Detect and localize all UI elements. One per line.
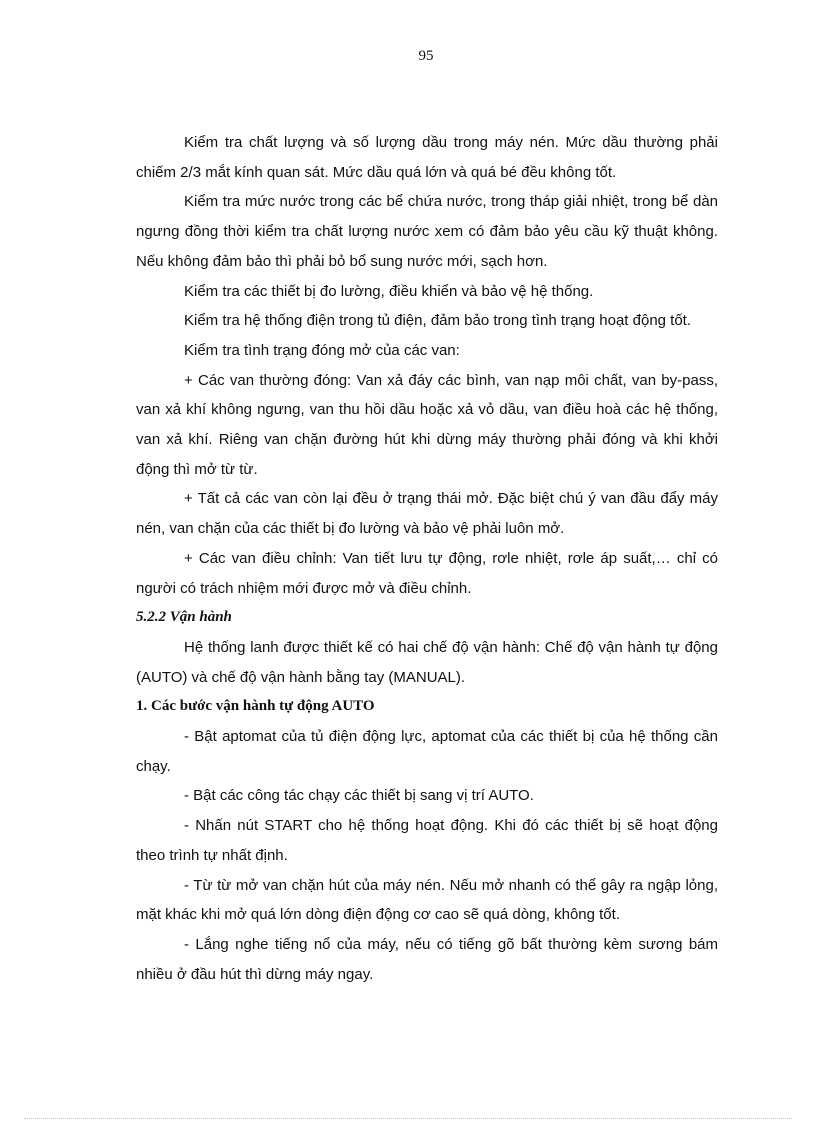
paragraph-regulating-valves: + Các van điều chỉnh: Van tiết lưu tự động, rơle nhiệt, rơle áp suất,… chỉ có người có trách nhiệm mới được mở và điều chỉnh.	[136, 549, 718, 597]
step-turn-on-breakers: - Bật aptomat của tủ điện động lực, aptomat của các thiết bị của hệ thống cần chạy.	[136, 728, 718, 775]
step-listen-machine: - Lắng nghe tiếng nổ của máy, nếu có tiếng gõ bất thường kèm sương bám nhiều ở đầu hút thì dừng máy ngay.	[136, 935, 718, 983]
paragraph-normally-closed-valves: + Các van thường đóng: Van xả đáy các bình, van nạp môi chất, van by-pass, van xả khí không ngưng, van thu hồi dầu hoặc xả vỏ dầu, van điều hoà các hệ thống, van xả khí. Riêng van chặn đường hút khi dừng máy thường phải đóng và khi khởi động thì mở từ từ.	[136, 371, 718, 478]
paragraph-check-water: Kiểm tra mức nước trong các bể chứa nước, trong tháp giải nhiệt, trong bể dàn ngưng đồng thời kiểm tra chất lượng nước xem có đảm bảo yêu cầu kỹ thuật không. Nếu không đảm bảo thì phải bỏ bổ sung nước mới, sạch hơn.	[136, 193, 718, 270]
paragraph-check-electrical: Kiểm tra hệ thống điện trong tủ điện, đảm bảo trong tình trạng hoạt động tốt.	[184, 312, 692, 330]
paragraph-open-valves: + Tất cả các van còn lại đều ở trạng thái mở. Đặc biệt chú ý van đầu đẩy máy nén, van chặn của các thiết bị đo lường và bảo vệ phải luôn mở.	[136, 490, 718, 538]
step-press-start: - Nhấn nút START cho hệ thống hoạt động. Khi đó các thiết bị sẽ hoạt động theo trình tự nhất định.	[136, 817, 718, 864]
step-open-suction-valve: - Từ từ mở van chặn hút của máy nén. Nếu mở nhanh có thể gây ra ngập lỏng, mặt khác khi mở quá lớn dòng điện động cơ cao sẽ quá dòng, không tốt.	[136, 876, 718, 924]
subsection-heading-auto: 1. Các bước vận hành tự động AUTO	[136, 698, 375, 715]
page-number: 95	[418, 48, 434, 64]
paragraph-check-oil: Kiểm tra chất lượng và số lượng dầu trong máy nén. Mức dầu thường phải chiếm 2/3 mắt kính quan sát. Mức dầu quá lớn và quá bé đều không tốt.	[136, 134, 718, 181]
paragraph-check-valves: Kiểm tra tình trạng đóng mở của các van:	[184, 341, 460, 359]
page-bottom-rule	[24, 1118, 792, 1119]
document-body	[136, 128, 718, 989]
paragraph-check-instruments: Kiểm tra các thiết bị đo lường, điều khiển và bảo vệ hệ thống.	[184, 282, 594, 300]
step-switch-auto: - Bật các công tác chạy các thiết bị sang vị trí AUTO.	[184, 787, 534, 805]
paragraph-operation-modes: Hệ thống lanh được thiết kế có hai chế độ vận hành: Chế độ vận hành tự động (AUTO) và chế độ vận hành bằng tay (MANUAL).	[136, 638, 718, 686]
section-heading-operation: 5.2.2 Vận hành	[136, 609, 232, 626]
